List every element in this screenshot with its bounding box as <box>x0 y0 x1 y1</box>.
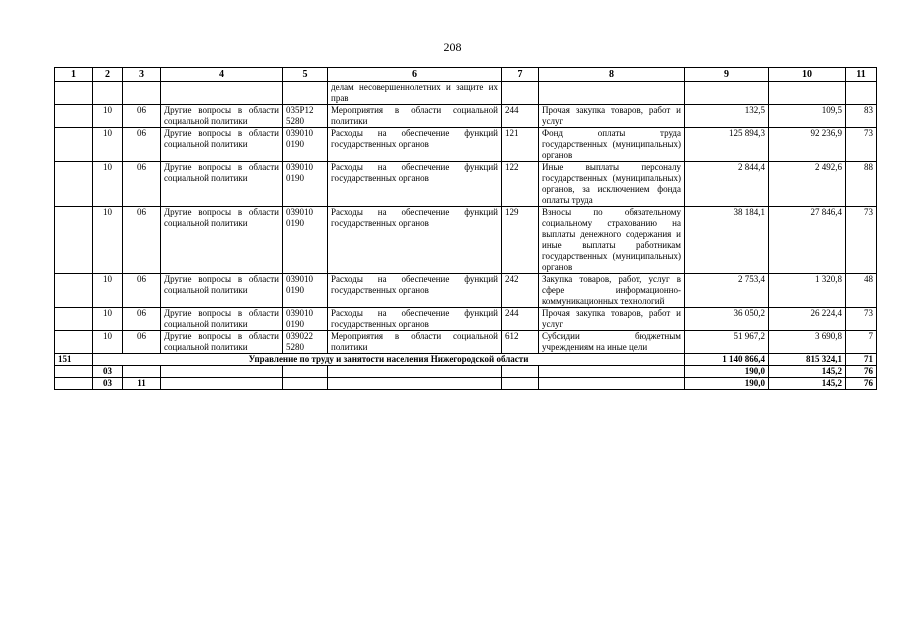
section-total-row <box>55 366 877 378</box>
cell-expense-type: 612 <box>502 331 539 354</box>
department-total-row <box>55 354 877 366</box>
cell-actual: 26 224,4 <box>769 308 846 331</box>
cell-planned: 190,0 <box>685 366 769 378</box>
cell-subsection: 11 <box>123 378 161 390</box>
cell-section: 10 <box>93 105 123 128</box>
department-name: Управление по труду и занятости населения Нижегородской области <box>93 354 685 366</box>
cell-purpose: делам несовершеннолетних и защите их прав <box>328 82 502 105</box>
cell-purpose: Мероприятия в области социальной политики <box>328 105 502 128</box>
cell-target-code: 039010 0190 <box>283 308 328 331</box>
cell-planned: 132,5 <box>685 105 769 128</box>
cell-section: 10 <box>93 331 123 354</box>
cell-expense-name: Прочая закупка товаров, работ и услуг <box>539 308 685 331</box>
cell-section: 10 <box>93 128 123 162</box>
cell-actual: 92 236,9 <box>769 128 846 162</box>
table-row <box>55 162 877 207</box>
cell-planned: 190,0 <box>685 378 769 390</box>
cell-subsection-name: Другие вопросы в области социальной политики <box>161 274 283 308</box>
table-row <box>55 128 877 162</box>
table-row <box>55 308 877 331</box>
cell-subsection-name: Другие вопросы в области социальной политики <box>161 308 283 331</box>
header-col-11: 11 <box>846 68 877 82</box>
cell-expense-type: 121 <box>502 128 539 162</box>
table-row <box>55 207 877 274</box>
cell-expense-type: 242 <box>502 274 539 308</box>
cell-subsection: 06 <box>123 128 161 162</box>
cell-subsection-name: Другие вопросы в области социальной политики <box>161 162 283 207</box>
cell-expense-name: Фонд оплаты труда государственных (муниципальных) органов <box>539 128 685 162</box>
cell-subsection-name: Другие вопросы в области социальной политики <box>161 207 283 274</box>
cell-percent: 83 <box>846 105 877 128</box>
cell-target-code: 039010 0190 <box>283 162 328 207</box>
cell-planned: 51 967,2 <box>685 331 769 354</box>
cell-section: 03 <box>93 378 123 390</box>
cell-actual: 1 320,8 <box>769 274 846 308</box>
cell-planned: 36 050,2 <box>685 308 769 331</box>
cell-percent: 73 <box>846 207 877 274</box>
cell-expense-name: Взносы по обязательному социальному страхованию на выплаты денежного содержания и иные выплаты работникам государственных (муниципальных) органов <box>539 207 685 274</box>
cell-target-code: 039022 5280 <box>283 331 328 354</box>
header-col-9: 9 <box>685 68 769 82</box>
table-row <box>55 105 877 128</box>
cell-percent: 88 <box>846 162 877 207</box>
cell-actual: 109,5 <box>769 105 846 128</box>
header-col-3: 3 <box>123 68 161 82</box>
cell-purpose: Расходы на обеспечение функций государственных органов <box>328 274 502 308</box>
cell-expense-name: Закупка товаров, работ, услуг в сфере информационно-коммуникационных технологий <box>539 274 685 308</box>
cell-actual: 145,2 <box>769 378 846 390</box>
cell-percent: 7 <box>846 331 877 354</box>
cell-subsection: 06 <box>123 331 161 354</box>
cell-percent: 48 <box>846 274 877 308</box>
cell-subsection: 06 <box>123 207 161 274</box>
cell-actual: 3 690,8 <box>769 331 846 354</box>
cell-purpose: Расходы на обеспечение функций государственных органов <box>328 308 502 331</box>
cell-expense-type: 244 <box>502 105 539 128</box>
table-row <box>55 331 877 354</box>
cell-actual: 2 492,6 <box>769 162 846 207</box>
cell-purpose: Расходы на обеспечение функций государственных органов <box>328 162 502 207</box>
cell-percent: 76 <box>846 378 877 390</box>
table-row <box>55 274 877 308</box>
cell-subsection: 06 <box>123 274 161 308</box>
subsection-total-row <box>55 378 877 390</box>
cell-planned: 125 894,3 <box>685 128 769 162</box>
cell-target-code: 035Р12 5280 <box>283 105 328 128</box>
cell-percent: 73 <box>846 308 877 331</box>
cell-expense-type: 129 <box>502 207 539 274</box>
cell-subsection: 06 <box>123 308 161 331</box>
cell-expense-type: 244 <box>502 308 539 331</box>
cell-section: 10 <box>93 308 123 331</box>
cell-section: 10 <box>93 207 123 274</box>
cell-actual: 27 846,4 <box>769 207 846 274</box>
cell-expense-type: 122 <box>502 162 539 207</box>
header-col-10: 10 <box>769 68 846 82</box>
header-col-6: 6 <box>328 68 502 82</box>
cell-subsection-name: Другие вопросы в области социальной политики <box>161 331 283 354</box>
cell-section: 10 <box>93 162 123 207</box>
cell-planned: 2 753,4 <box>685 274 769 308</box>
header-col-7: 7 <box>502 68 539 82</box>
header-col-4: 4 <box>161 68 283 82</box>
cell-percent: 76 <box>846 366 877 378</box>
cell-planned: 2 844,4 <box>685 162 769 207</box>
department-percent: 71 <box>846 354 877 366</box>
cell-actual: 145,2 <box>769 366 846 378</box>
department-actual: 815 324,1 <box>769 354 846 366</box>
header-col-1: 1 <box>55 68 93 82</box>
cell-expense-name: Прочая закупка товаров, работ и услуг <box>539 105 685 128</box>
cell-expense-name: Иные выплаты персоналу государственных (муниципальных) органов, за исключением фонда оплаты труда <box>539 162 685 207</box>
cell-subsection: 06 <box>123 162 161 207</box>
cell-percent: 73 <box>846 128 877 162</box>
cell-subsection: 06 <box>123 105 161 128</box>
cell-purpose: Расходы на обеспечение функций государственных органов <box>328 207 502 274</box>
cell-purpose: Расходы на обеспечение функций государственных органов <box>328 128 502 162</box>
cell-section: 10 <box>93 274 123 308</box>
cell-expense-name: Субсидии бюджетным учреждениям на иные цели <box>539 331 685 354</box>
budget-table <box>54 67 877 390</box>
page-number: 208 <box>443 40 462 54</box>
header-row <box>55 68 877 82</box>
cell-target-code: 039010 0190 <box>283 274 328 308</box>
cell-subsection-name: Другие вопросы в области социальной политики <box>161 128 283 162</box>
cell-section: 03 <box>93 366 123 378</box>
continuation-row <box>55 82 877 105</box>
header-col-5: 5 <box>283 68 328 82</box>
cell-subsection <box>123 366 161 378</box>
department-planned: 1 140 866,4 <box>685 354 769 366</box>
cell-target-code: 039010 0190 <box>283 128 328 162</box>
header-col-8: 8 <box>539 68 685 82</box>
department-code: 151 <box>55 354 93 366</box>
cell-subsection-name: Другие вопросы в области социальной политики <box>161 105 283 128</box>
header-col-2: 2 <box>93 68 123 82</box>
cell-planned: 38 184,1 <box>685 207 769 274</box>
cell-target-code: 039010 0190 <box>283 207 328 274</box>
cell-purpose: Мероприятия в области социальной политики <box>328 331 502 354</box>
